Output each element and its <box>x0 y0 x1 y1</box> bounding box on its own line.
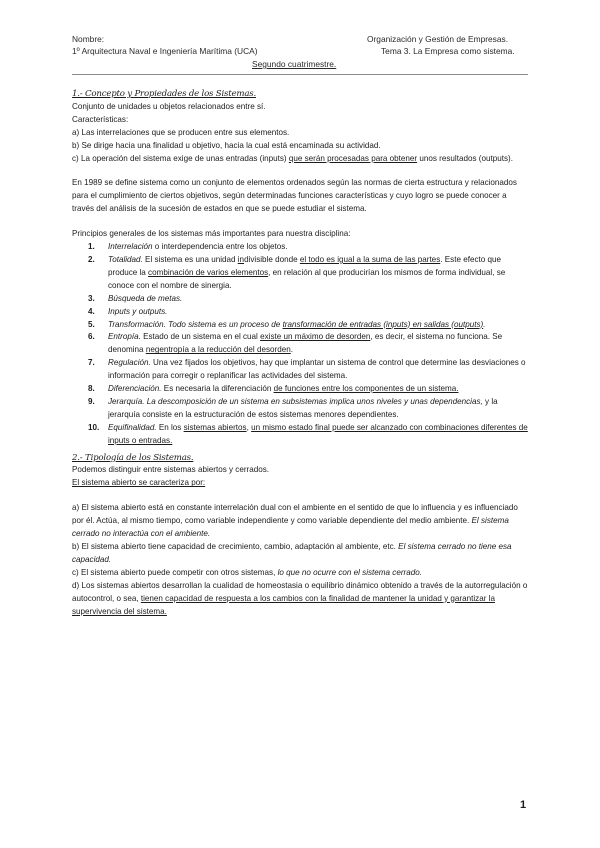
principle-item <box>90 357 528 383</box>
term-label: Segundo cuatrimestre. <box>252 59 337 69</box>
paragraph-text-italic: El sistema cerrado no interactúa con el ambiente. <box>72 516 509 539</box>
section-2-title: 2.- Tipología de los Sistemas. <box>72 452 194 463</box>
principle-item <box>90 306 528 319</box>
principle-text: . <box>290 345 293 355</box>
principle-term: Equifinalidad. <box>108 422 157 432</box>
principle-term: Totalidad. <box>108 254 143 264</box>
principle-item <box>90 293 528 306</box>
name-label: Nombre: <box>72 34 105 44</box>
principle-text: , en relación al que producirían los mismos de forma individual, se conoce con el nombre de sinergia. <box>108 267 506 290</box>
header-left <box>72 33 258 58</box>
principle-text-underlined: negentropía a la reducción del desorden <box>145 345 291 355</box>
list-number: 3. <box>88 293 95 303</box>
principle-text: Estado de un sistema en el cual <box>140 332 261 342</box>
principle-text-underlined: de funciones entre los componentes de un sistema. <box>273 384 459 394</box>
topic-label: Tema 3. La Empresa como sistema. <box>381 46 515 57</box>
list-number: 5. <box>88 319 95 329</box>
section-1-title: 1.- Concepto y Propiedades de los Sistemas. <box>72 89 256 99</box>
list-number: 2. <box>88 254 95 264</box>
principle-text: Una vez fijados los objetivos, hay que implantar un sistema de control que determine las desviaciones o información para corregir o replanificar las actividades del sistema. <box>108 358 526 381</box>
open-system-c <box>72 567 528 580</box>
paragraph-text: c) El sistema abierto puede competir con otros sistemas, <box>72 567 276 577</box>
principle-text: divisible donde <box>244 254 300 264</box>
list-number: 4. <box>88 306 95 316</box>
paragraph-text-underlined: tienen capacidad de respuesta a los cambios con la finalidad de mantener la unidad y garantizar la supervivencia del sistema. <box>72 593 495 616</box>
list-number: 10. <box>88 422 100 432</box>
principle-text: El sistema es una unidad <box>142 254 238 264</box>
principle-term: Entropía. <box>108 332 141 342</box>
principle-term: Regulación. <box>108 358 151 368</box>
principle-text: La descomposición de un sistema en subsistemas implica unos niveles y unas dependencias, <box>144 396 483 406</box>
principle-text: o interdependencia entre los objetos. <box>152 242 288 252</box>
principle-text-underlined: transformación de entradas (inputs) en salidas (outputs) <box>282 319 484 329</box>
char-c-part2: que serán procesadas para obtener <box>288 153 418 163</box>
principle-text-underlined: combinación de varios elementos <box>148 267 269 277</box>
header-divider <box>72 74 528 75</box>
list-number: 6. <box>88 332 95 342</box>
definition-1989: En 1989 se define sistema como un conjunto de elementos ordenados según las normas de cierta estructura y relacionados para el cumplimiento de ciertos objetivos, según determinadas funciones características y cuyo logro se puede conocer a través del análisis de la sucesión de estados en que se puede estudiar el sistema. <box>72 178 517 214</box>
paragraph-text: b) El sistema abierto tiene capacidad de crecimiento, cambio, adaptación al ambiente, etc. <box>72 542 396 551</box>
principle-text: , <box>246 422 252 432</box>
principle-term: Interrelación <box>108 242 153 252</box>
principle-item <box>90 331 528 357</box>
principle-text-underlined: un mismo estado final puede ser alcanzado con combinaciones diferentes de inputs o entradas. <box>108 422 528 445</box>
principle-text: . <box>483 319 486 329</box>
principle-term: Transformación. <box>108 319 166 329</box>
typology-intro: Podemos distinguir entre sistemas abiertos y cerrados. <box>72 465 270 475</box>
principle-text-underlined: existe un máximo de desorden <box>260 332 371 342</box>
paragraph-text: a) El sistema abierto está en constante interrelación dual con el ambiente en el sentido de que lo influencia y es influenciado por él. Actúa, al mismo tiempo, como variable independiente y como variable dependiente del medio ambiente. <box>72 503 518 526</box>
principle-text: Todo sistema es un proceso de <box>165 319 283 329</box>
principle-term: Jerarquía. <box>108 396 145 406</box>
char-c-part3: unos resultados (outputs). <box>417 153 513 163</box>
principles-intro: Principios generales de los sistemas más importantes para nuestra disciplina: <box>72 229 351 239</box>
list-number: 1. <box>88 242 95 252</box>
principle-item <box>90 396 528 422</box>
characteristic-a: a) Las interrelaciones que se producen entre sus elementos. <box>72 127 290 137</box>
document-body <box>72 88 528 618</box>
principle-text: , es decir, el sistema no funciona. Se denomina <box>108 332 503 355</box>
principle-text-underlined: el todo es igual a la suma de las partes <box>299 254 441 264</box>
characteristic-b: b) Se dirige hacia una finalidad u objetivo, hacia la cual está encaminada su actividad. <box>72 140 381 150</box>
course-label: 1º Arquitectura Naval e Ingeniería Marítima (UCA) <box>72 46 258 57</box>
principle-text-underlined: sistemas abiertos <box>183 422 247 432</box>
principle-text: En los <box>156 422 184 432</box>
principle-item <box>90 241 528 254</box>
principle-text: y la jerarquía consiste en la estructuración de estos sistemas menores dependientes. <box>108 396 498 419</box>
principle-text: Es necesaria la diferenciación <box>161 384 274 394</box>
principle-item <box>90 422 528 448</box>
principle-item <box>90 383 528 396</box>
definition: Conjunto de unidades u objetos relacionados entre sí. <box>72 101 266 111</box>
page-number: 1 <box>520 799 527 811</box>
principle-text-underlined: in <box>237 254 245 264</box>
principles-list <box>90 241 528 448</box>
char-c-part1: c) La operación del sistema exige de unas entradas (inputs) <box>72 153 289 163</box>
list-number: 7. <box>88 358 95 368</box>
principle-item <box>90 319 528 332</box>
list-number: 8. <box>88 384 95 394</box>
characteristic-c <box>72 153 528 166</box>
open-system-a <box>72 502 528 541</box>
paragraph-text: d) Los sistemas abiertos desarrollan la cualidad de homeostasia o equilibrio dinámico obtenido a través de la autorregulación o autocontrol, o sea, <box>72 580 528 603</box>
subject-label: Organización y Gestión de Empresas. <box>367 34 509 44</box>
principle-term: Búsqueda de metas. <box>108 293 183 303</box>
open-system-b <box>72 541 528 567</box>
open-system-d <box>72 580 528 619</box>
open-system-heading: El sistema abierto se caracteriza por: <box>72 478 206 488</box>
principle-term: Inputs y outputs. <box>108 306 168 316</box>
principle-item <box>90 254 528 293</box>
header-right <box>367 33 515 58</box>
list-number: 9. <box>88 396 95 406</box>
principle-text: . Este efecto que produce la <box>108 254 501 277</box>
characteristics-label: Características: <box>72 114 129 124</box>
paragraph-text-italic: El sistema cerrado no tiene esa capacidad. <box>72 542 512 564</box>
principle-term: Diferenciación. <box>108 384 162 394</box>
paragraph-text-italic: lo que no ocurre con el sistema cerrado. <box>275 567 422 577</box>
